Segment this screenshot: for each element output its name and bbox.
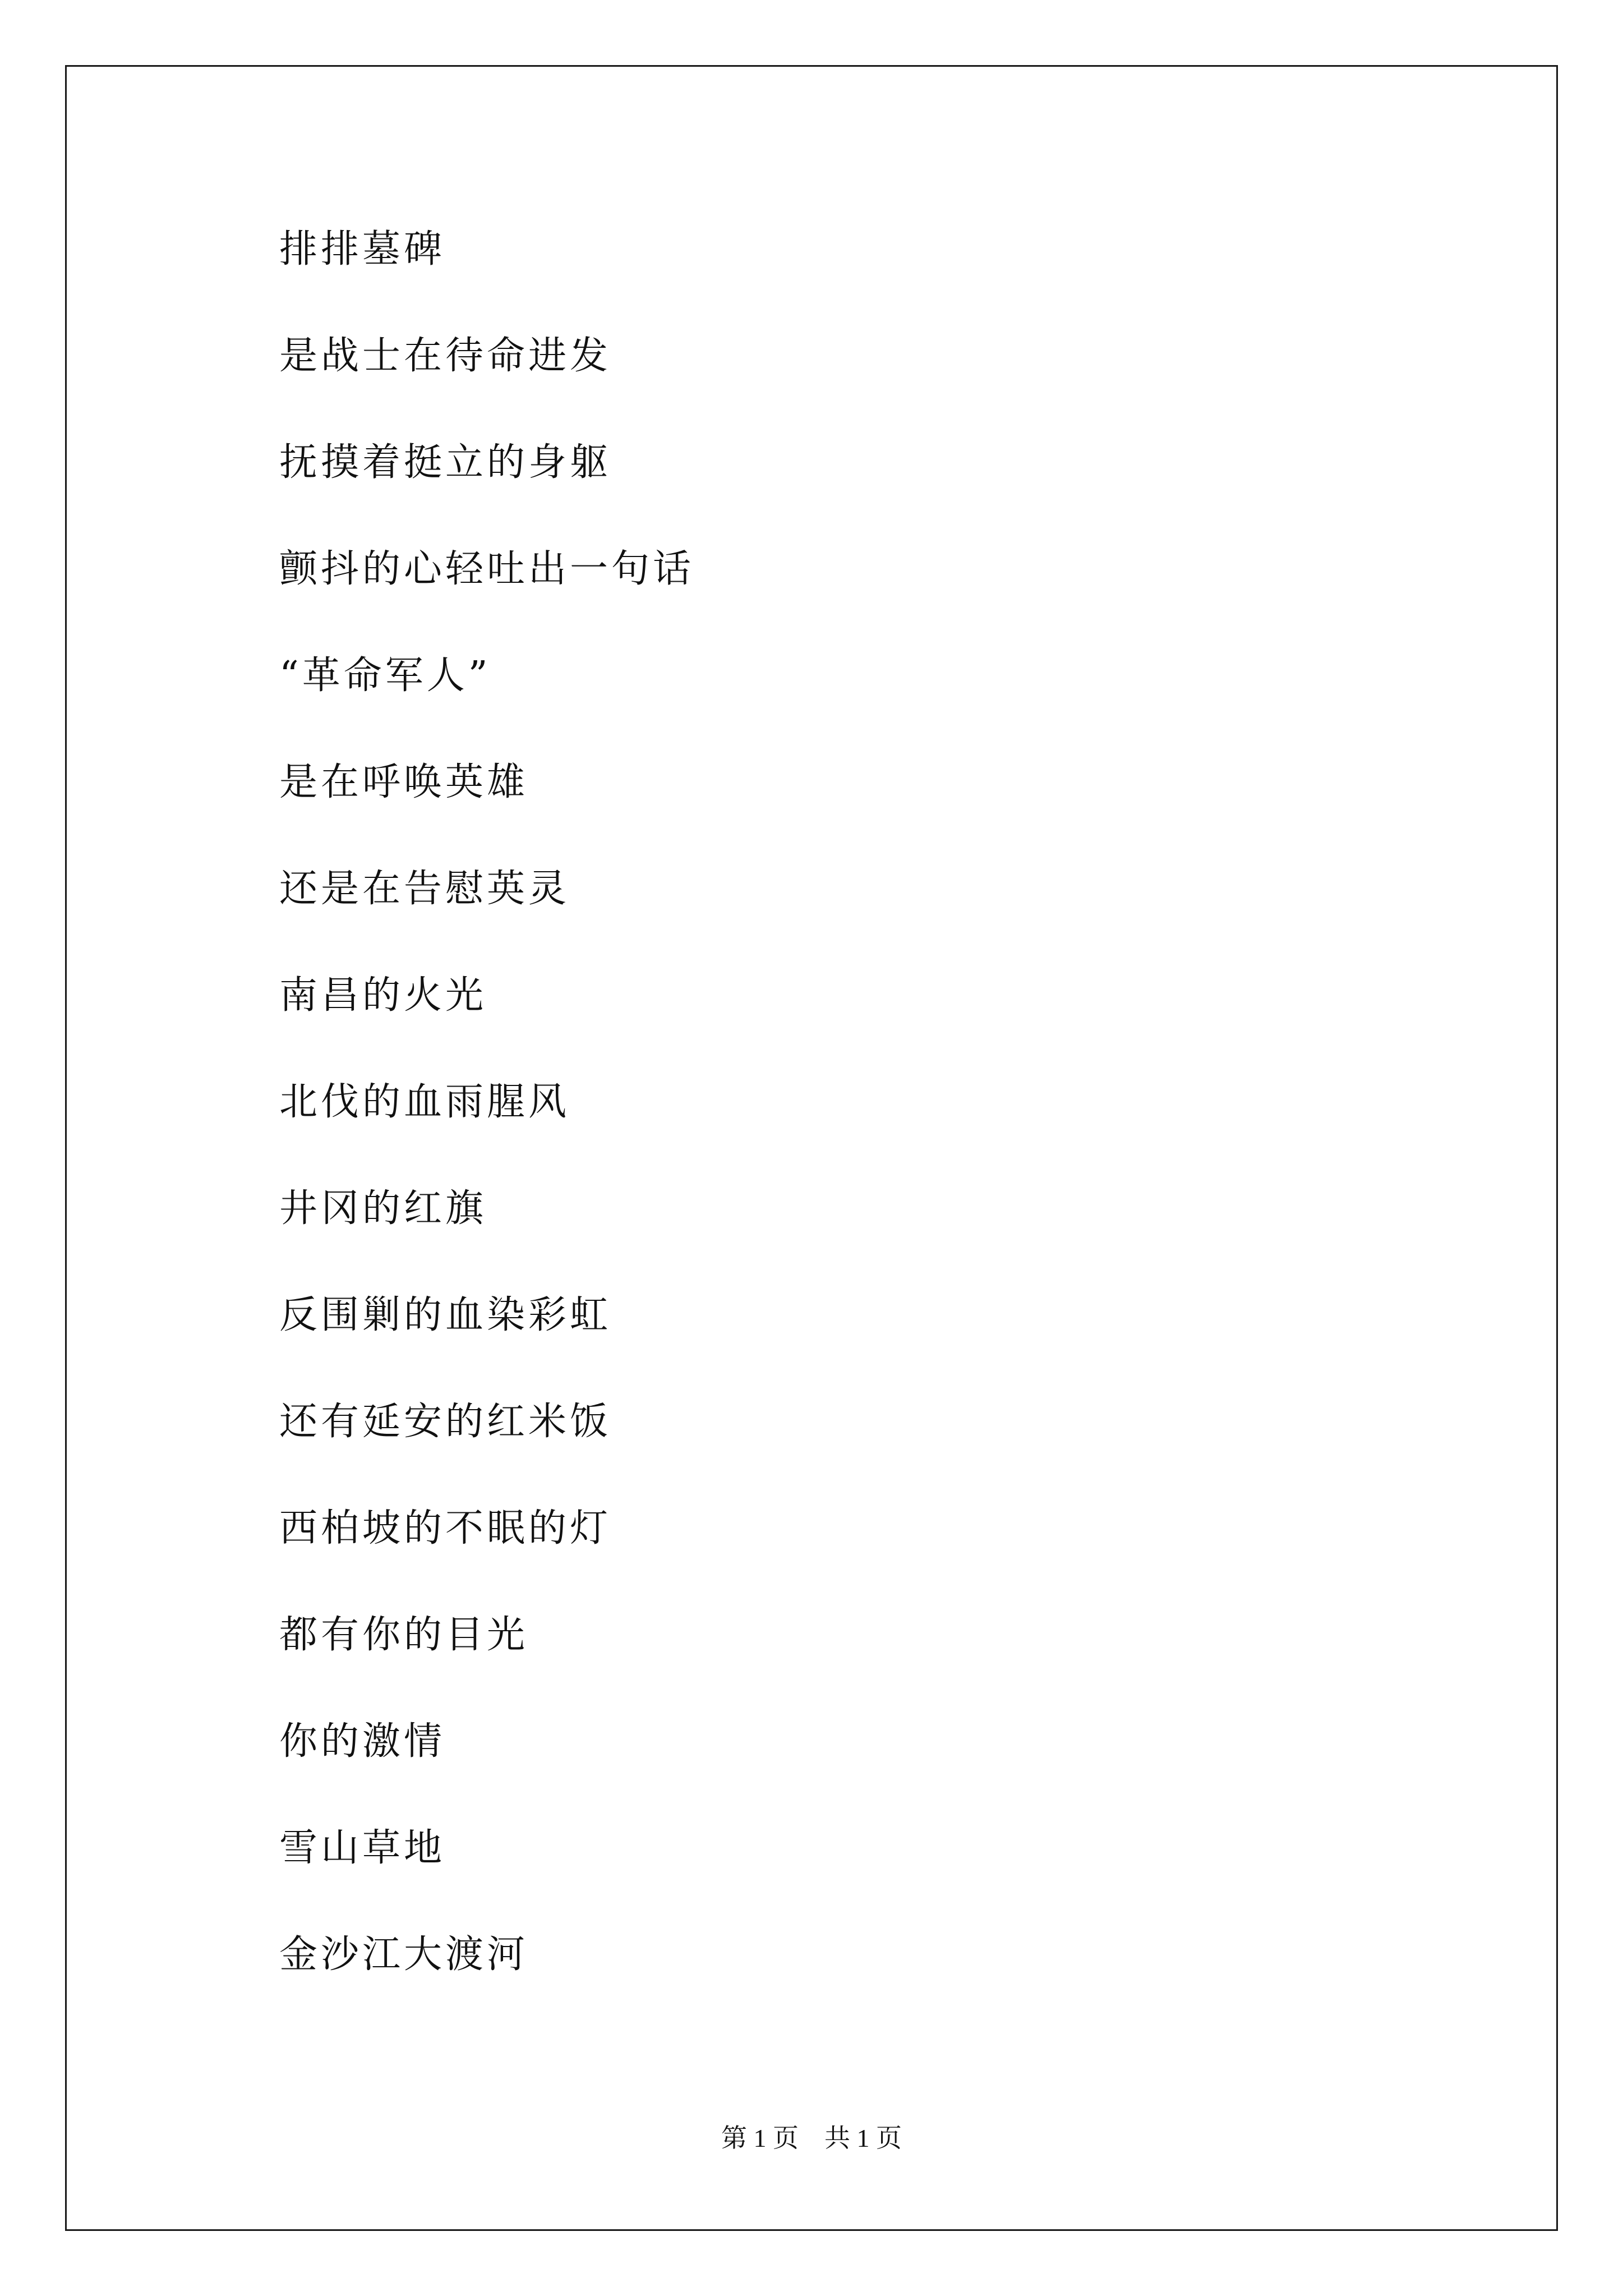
poem-line: 井冈的红旗 (279, 1186, 487, 1231)
poem-line: 你的激情 (279, 1719, 446, 1764)
poem-line: 金沙江大渡河 (279, 1932, 529, 1977)
poem-line: 是在呼唤英雄 (279, 760, 529, 804)
poem-line: 抚摸着挺立的身躯 (279, 440, 612, 485)
poem-line: 都有你的目光 (279, 1613, 529, 1657)
poem-line: 雪山草地 (279, 1826, 446, 1870)
poem-line: 还是在告慰英灵 (279, 867, 570, 911)
poem-line: “革命军人” (279, 654, 491, 698)
poem-line: 排排墓碑 (279, 227, 446, 272)
poem-line: 反围剿的血染彩虹 (279, 1293, 612, 1337)
poem-line: 颤抖的心轻吐出一句话 (279, 547, 695, 591)
poem-body (279, 219, 694, 2031)
page-number-footer: 第 1 页 共 1 页 (721, 2124, 902, 2152)
poem-line: 南昌的火光 (279, 973, 487, 1018)
poem-line: 还有延安的红米饭 (279, 1400, 612, 1444)
poem-line: 北伐的血雨腥风 (279, 1080, 570, 1124)
poem-line: 是战士在待命进发 (279, 334, 612, 378)
poem-line: 西柏坡的不眠的灯 (279, 1506, 612, 1550)
